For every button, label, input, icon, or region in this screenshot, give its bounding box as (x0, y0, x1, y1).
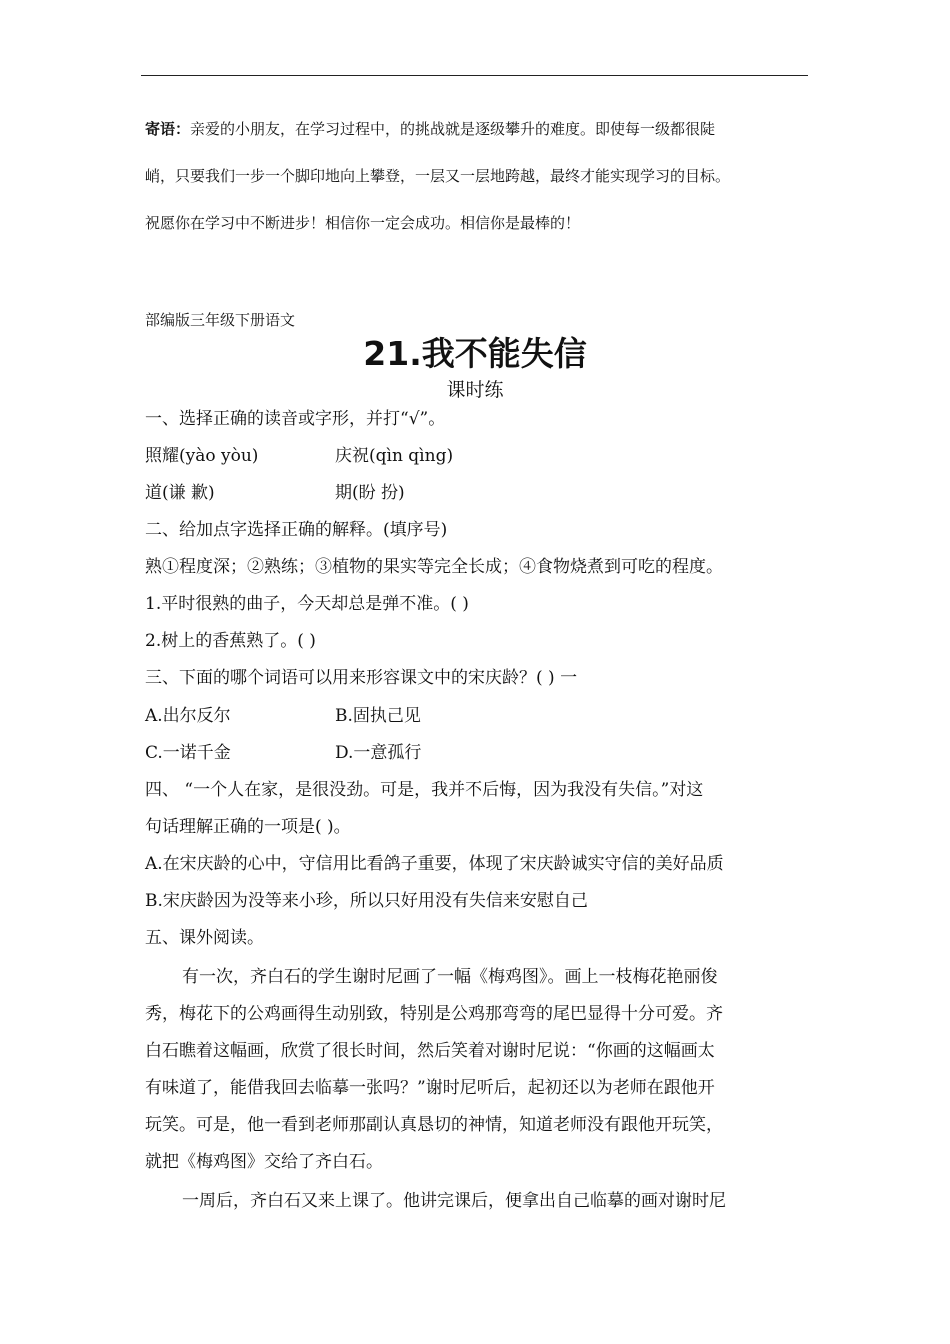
q1-heading: 一、选择正确的读音或字形，并打“√”。 (145, 409, 446, 429)
q3-option-b: B.固执己见 (335, 706, 421, 726)
q1-row-1 (145, 441, 454, 466)
q5-heading: 五、课外阅读。 (145, 928, 264, 948)
reading-line: 秀，梅花下的公鸡画得生动别致，特别是公鸡那弯弯的尾巴显得十分可爱。齐 (145, 1004, 723, 1024)
reading-line: 玩笑。可是，他一看到老师那副认真恳切的神情，知道老师没有跟他开玩笑， (145, 1115, 723, 1135)
q1-row-2 (145, 478, 405, 503)
q3-option-d: D.一意孤行 (335, 743, 422, 763)
q3-row-2 (145, 738, 422, 763)
reading-line: 一周后，齐白石又来上课了。他讲完课后，便拿出自己临摹的画对谢时尼 (182, 1191, 726, 1211)
q2-heading: 二、给加点字选择正确的解释。(填序号) (145, 520, 448, 540)
q1-item-a1: 照耀(yào yòu) (145, 446, 259, 466)
q1-item-b1: 道(谦 歉) (145, 483, 215, 503)
q3-heading: 三、下面的哪个词语可以用来形容课文中的宋庆龄？( ) 一 (145, 668, 578, 688)
q1-item-a2: 庆祝(qìn qìng) (335, 446, 454, 466)
q3-option-a: A.出尔反尔 (145, 706, 231, 726)
q2-item-1: 1.平时很熟的曲子，今天却总是弹不准。( ) (145, 594, 469, 614)
message-line-3: 祝愿你在学习中不断进步！相信你一定会成功。相信你是最棒的！ (145, 214, 581, 232)
q2-item-2: 2.树上的香蕉熟了。( ) (145, 631, 316, 651)
reading-line: 就把《梅鸡图》交给了齐白石。 (145, 1152, 383, 1172)
q4-option-b: B.宋庆龄因为没等来小珍，所以只好用没有失信来安慰自己 (145, 891, 588, 911)
q4-heading-line-1: 四、 “一个人在家，是很没劲。可是，我并不后悔，因为我没有失信。”对这 (145, 780, 704, 800)
message-line-2: 峭，只要我们一步一个脚印地向上攀登，一层又一层地跨越，最终才能实现学习的目标。 (145, 167, 731, 185)
page-subtitle: 课时练 (446, 379, 504, 401)
q3-row-1 (145, 701, 421, 726)
reading-line: 有味道了，能借我回去临摹一张吗？”谢时尼听后，起初还以为老师在跟他开 (145, 1078, 715, 1098)
q1-item-b2: 期(盼 扮) (335, 483, 405, 503)
q3-option-c: C.一诺千金 (145, 743, 231, 763)
reading-line: 白石瞧着这幅画，欣赏了很长时间，然后笑着对谢时尼说：“你画的这幅画太 (145, 1041, 715, 1061)
header-rule (141, 75, 808, 76)
message-line-1: 寄语：亲爱的小朋友，在学习过程中，的挑战就是逐级攀升的难度。即使每一级都很陡 (145, 120, 716, 138)
reading-line: 有一次，齐白石的学生谢时尼画了一幅《梅鸡图》。画上一枝梅花艳丽俊 (182, 967, 718, 987)
subject-label: 部编版三年级下册语文 (145, 311, 296, 329)
q4-heading-line-2: 句话理解正确的一项是( )。 (145, 817, 351, 837)
q4-option-a: A.在宋庆龄的心中，守信用比看鸽子重要，体现了宋庆龄诚实守信的美好品质 (145, 854, 724, 874)
page-title: 21.我不能失信 (363, 334, 587, 373)
q2-options: 熟①程度深；②熟练；③植物的果实等完全长成；④食物烧煮到可吃的程度。 (145, 557, 723, 577)
message-label: 寄语： (145, 120, 191, 138)
